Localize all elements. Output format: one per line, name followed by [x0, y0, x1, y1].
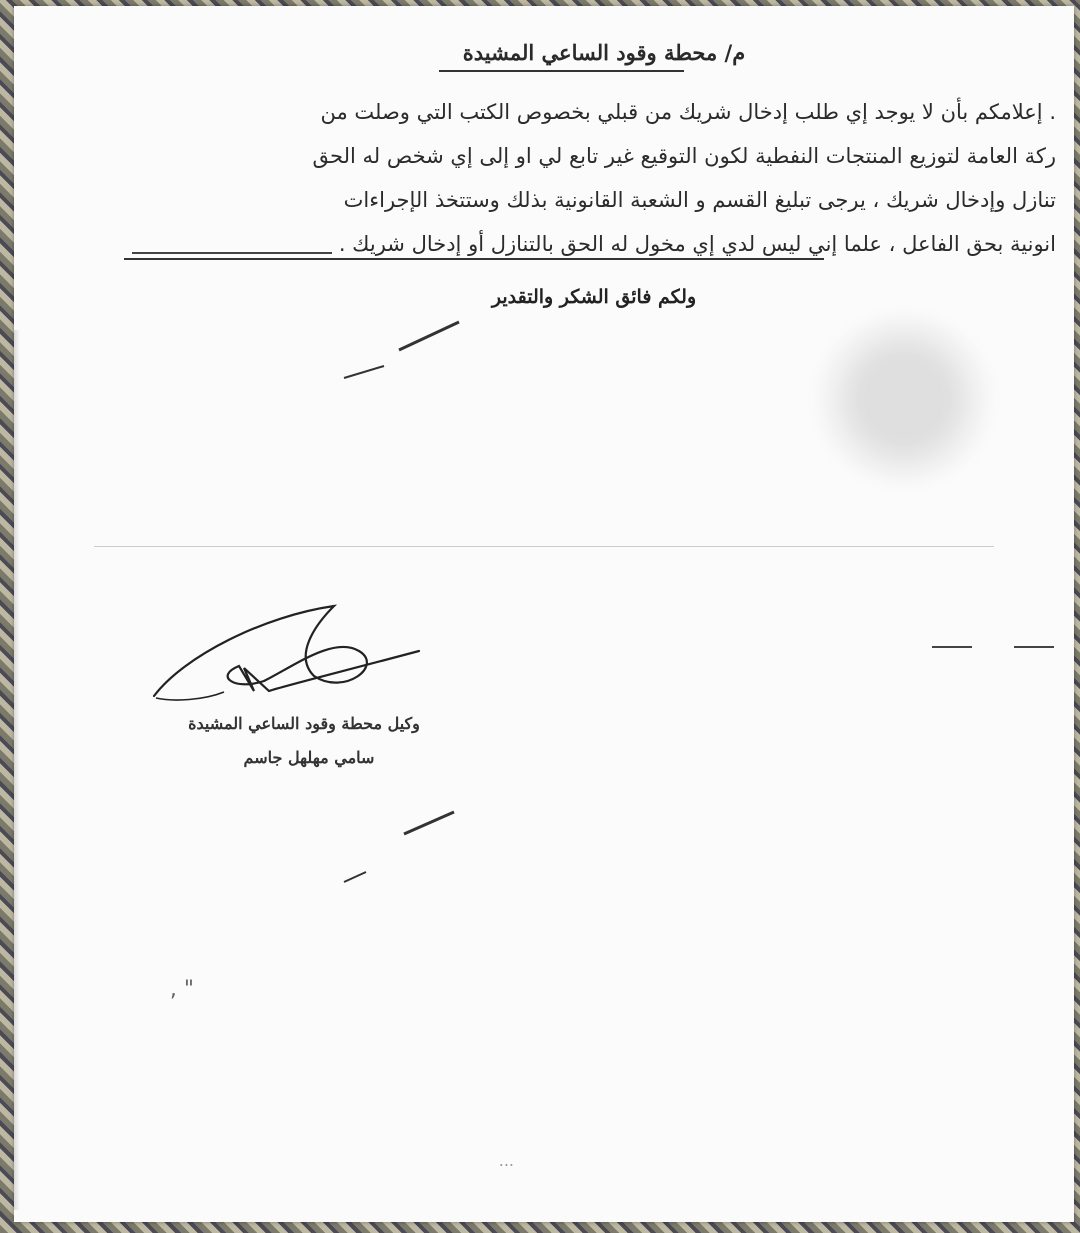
body-line: تنازل وإدخال شريك ، يرجى تبليغ القسم و الشعبة القانونية بذلك وستتخذ الإجراءات	[343, 188, 1056, 212]
document-page	[14, 6, 1074, 1222]
blurred-stamp	[814, 314, 994, 484]
svg-text:" ,: " ,	[169, 977, 194, 1002]
emphasis-underline	[124, 258, 824, 260]
body-line: . إعلامكم بأن لا يوجد إي طلب إدخال شريك من قبلي بخصوص الكتب التي وصلت من	[320, 100, 1056, 124]
paper-edge	[14, 330, 20, 1210]
letter-subject: م/ محطة وقود الساعي المشيدة	[462, 40, 746, 65]
signatory-title: وكيل محطة وقود الساعي المشيدة	[188, 714, 420, 733]
closing-phrase: ولكم فائق الشكر والتقدير	[491, 286, 697, 308]
signatory-name: سامي مهلهل جاسم	[243, 748, 375, 767]
emphasis-underline	[132, 252, 332, 254]
body-line: انونية بحق الفاعل ، علما إني ليس لدي إي مخول له الحق بالتنازل أو إدخال شريك .	[338, 232, 1056, 256]
letter-body	[16, 90, 1056, 266]
scan-line	[94, 546, 994, 547]
svg-text:...: ...	[498, 1151, 514, 1170]
body-line: ركة العامة لتوزيع المنتجات النفطية لكون التوقيع غير تابع لي او إلى إي شخص له الحق	[312, 144, 1056, 168]
subject-underline	[439, 70, 684, 72]
dash-mark	[932, 646, 972, 648]
dash-mark	[1014, 646, 1054, 648]
handwritten-signature	[144, 596, 434, 716]
letter-content	[14, 6, 1074, 1222]
